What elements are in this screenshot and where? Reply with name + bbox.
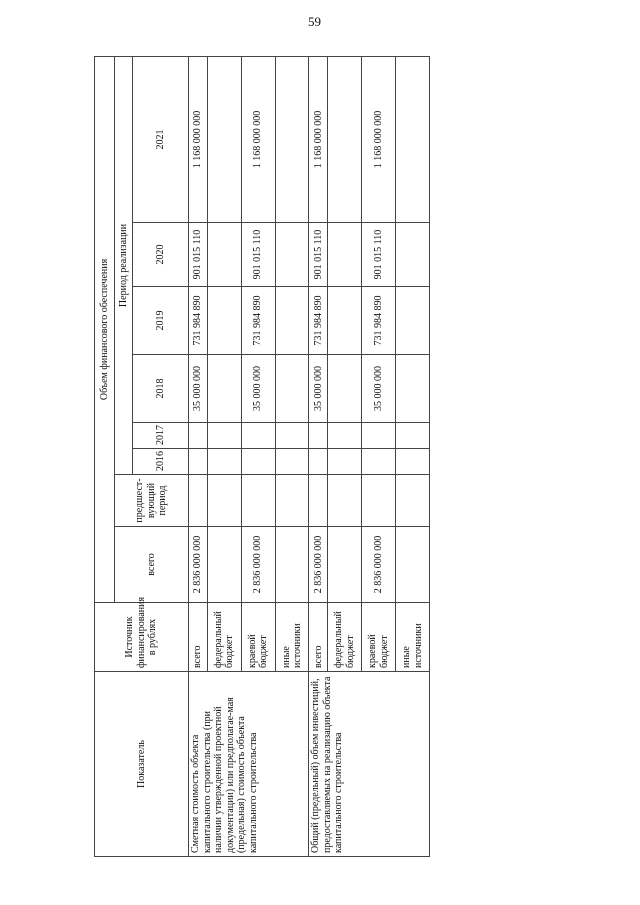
year-2017-cell bbox=[207, 423, 241, 449]
year-2016-cell bbox=[241, 449, 275, 475]
indicator-cell: Сметная стоимость объекта капитального строительства (при наличии утвержденной проектной документации) или предполагае-мая (предельная) стоимость объекта капитального строительства bbox=[189, 672, 309, 857]
year-2019-cell bbox=[275, 287, 309, 355]
total-cell bbox=[207, 527, 241, 603]
year-2019-cell: 731 984 890 bbox=[189, 287, 208, 355]
year-2017-cell bbox=[309, 423, 328, 449]
header-period: Период реализации bbox=[115, 56, 133, 474]
total-cell bbox=[275, 527, 309, 603]
previous-cell bbox=[362, 475, 396, 527]
year-2020-cell bbox=[275, 223, 309, 287]
source-cell: всего bbox=[309, 603, 328, 672]
previous-cell bbox=[275, 475, 309, 527]
year-2019-cell: 731 984 890 bbox=[309, 287, 328, 355]
previous-cell bbox=[207, 475, 241, 527]
total-cell bbox=[328, 527, 362, 603]
year-2021-cell: 1 168 000 000 bbox=[309, 56, 328, 222]
year-2021-cell: 1 168 000 000 bbox=[241, 56, 275, 222]
year-2021-cell: 1 168 000 000 bbox=[362, 56, 396, 222]
year-2017-cell bbox=[396, 423, 430, 449]
year-2020-cell bbox=[396, 223, 430, 287]
year-2019-cell bbox=[207, 287, 241, 355]
year-2019-cell bbox=[328, 287, 362, 355]
year-2016-cell bbox=[396, 449, 430, 475]
source-cell: федеральный бюджет bbox=[328, 603, 362, 672]
table-row bbox=[189, 56, 208, 856]
header-indicator: Показатель bbox=[95, 672, 189, 857]
year-2016-cell bbox=[275, 449, 309, 475]
year-2016-cell bbox=[309, 449, 328, 475]
header-year-2020: 2020 bbox=[133, 223, 189, 287]
year-2020-cell bbox=[328, 223, 362, 287]
table-row bbox=[309, 56, 328, 856]
year-2021-cell bbox=[396, 56, 430, 222]
year-2019-cell bbox=[396, 287, 430, 355]
year-2018-cell: 35 000 000 bbox=[309, 355, 328, 423]
header-total: всего bbox=[115, 527, 189, 603]
year-2021-cell: 1 168 000 000 bbox=[189, 56, 208, 222]
source-cell: краевой бюджет bbox=[241, 603, 275, 672]
header-previous: предшест-вующий период bbox=[115, 475, 189, 527]
year-2016-cell bbox=[328, 449, 362, 475]
total-cell: 2 836 000 000 bbox=[362, 527, 396, 603]
year-2021-cell bbox=[207, 56, 241, 222]
year-2020-cell: 901 015 110 bbox=[309, 223, 328, 287]
source-cell: иные источники bbox=[275, 603, 309, 672]
total-cell: 2 836 000 000 bbox=[189, 527, 208, 603]
year-2017-cell bbox=[328, 423, 362, 449]
year-2017-cell bbox=[275, 423, 309, 449]
year-2018-cell bbox=[328, 355, 362, 423]
year-2017-cell bbox=[362, 423, 396, 449]
year-2018-cell bbox=[275, 355, 309, 423]
year-2018-cell: 35 000 000 bbox=[362, 355, 396, 423]
year-2018-cell bbox=[396, 355, 430, 423]
total-cell bbox=[396, 527, 430, 603]
previous-cell bbox=[241, 475, 275, 527]
header-year-2019: 2019 bbox=[133, 287, 189, 355]
year-2017-cell bbox=[241, 423, 275, 449]
year-2020-cell: 901 015 110 bbox=[362, 223, 396, 287]
previous-cell bbox=[328, 475, 362, 527]
header-year-2021: 2021 bbox=[133, 56, 189, 222]
year-2021-cell bbox=[275, 56, 309, 222]
year-2018-cell bbox=[207, 355, 241, 423]
total-cell: 2 836 000 000 bbox=[241, 527, 275, 603]
year-2017-cell bbox=[189, 423, 208, 449]
financing-table bbox=[94, 56, 430, 857]
source-cell: федеральный бюджет bbox=[207, 603, 241, 672]
header-source: Источник финансирования в рублях bbox=[95, 603, 189, 672]
year-2016-cell bbox=[189, 449, 208, 475]
header-year-2017: 2017 bbox=[133, 423, 189, 449]
year-2018-cell: 35 000 000 bbox=[241, 355, 275, 423]
source-cell: краевой бюджет bbox=[362, 603, 396, 672]
year-2016-cell bbox=[207, 449, 241, 475]
year-2019-cell: 731 984 890 bbox=[362, 287, 396, 355]
source-cell: иные источники bbox=[396, 603, 430, 672]
header-year-2018: 2018 bbox=[133, 355, 189, 423]
header-volume: Объем финансового обеспечения bbox=[95, 56, 115, 602]
page-number: 59 bbox=[308, 14, 321, 29]
year-2018-cell: 35 000 000 bbox=[189, 355, 208, 423]
previous-cell bbox=[396, 475, 430, 527]
rotated-table-container bbox=[94, 57, 430, 857]
previous-cell bbox=[309, 475, 328, 527]
year-2020-cell bbox=[207, 223, 241, 287]
total-cell: 2 836 000 000 bbox=[309, 527, 328, 603]
previous-cell bbox=[189, 475, 208, 527]
indicator-cell: Общий (предельный) объем инвестиций, предоставляемых на реализацию объекта капитального строительства bbox=[309, 672, 430, 857]
source-cell: всего bbox=[189, 603, 208, 672]
year-2019-cell: 731 984 890 bbox=[241, 287, 275, 355]
year-2020-cell: 901 015 110 bbox=[241, 223, 275, 287]
year-2020-cell: 901 015 110 bbox=[189, 223, 208, 287]
year-2016-cell bbox=[362, 449, 396, 475]
header-year-2016: 2016 bbox=[133, 449, 189, 475]
year-2021-cell bbox=[328, 56, 362, 222]
